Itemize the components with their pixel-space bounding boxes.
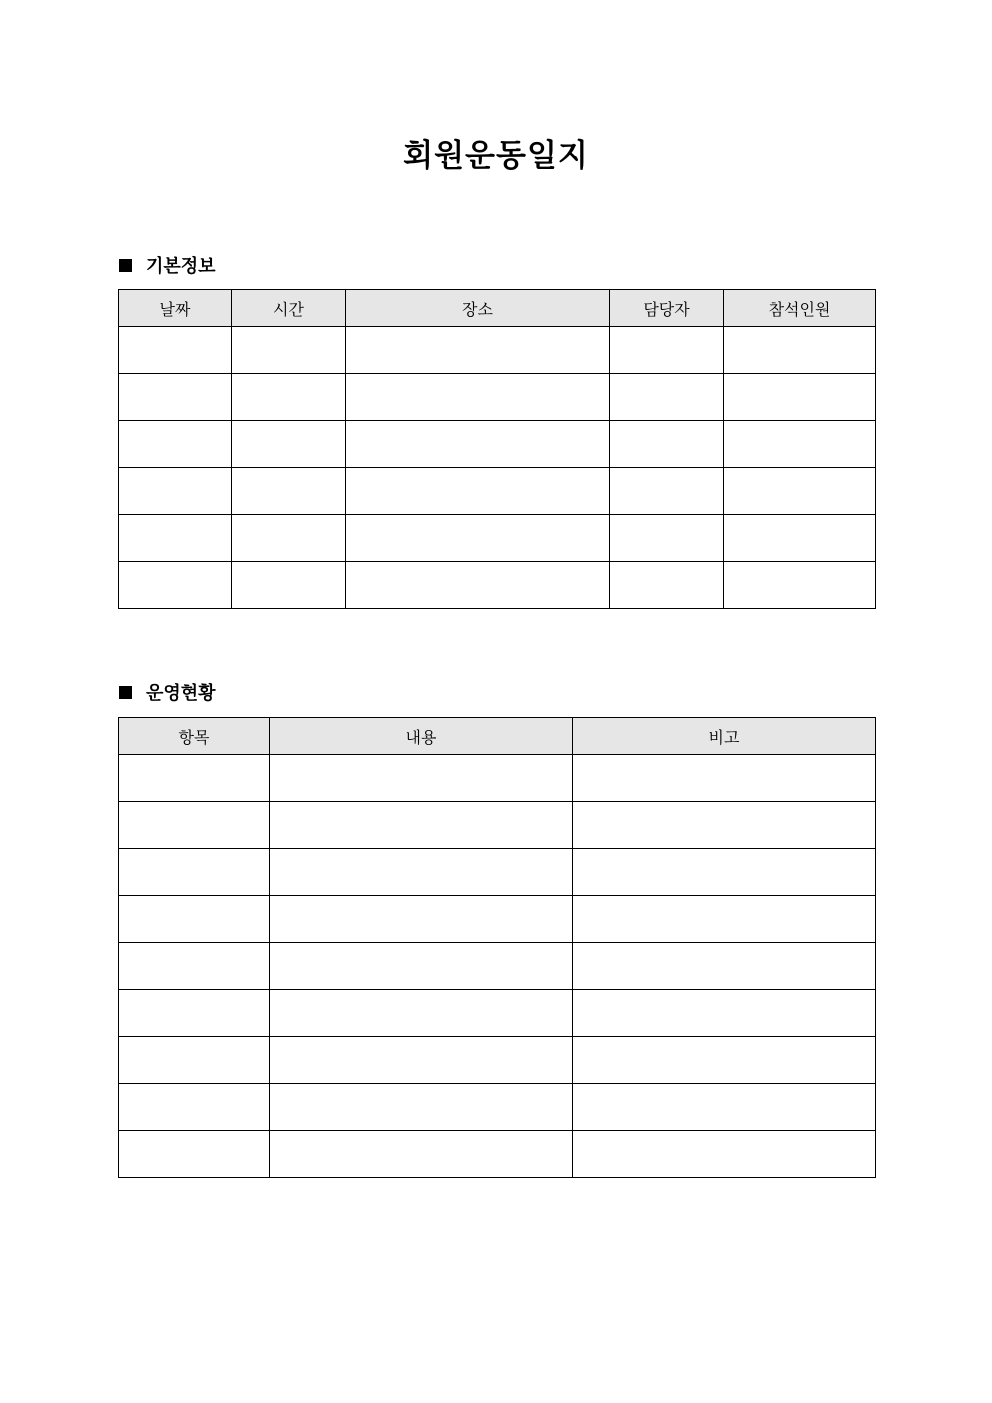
operation-status-cell[interactable] [573, 990, 876, 1037]
table-row [119, 515, 876, 562]
basic-info-cell[interactable] [346, 515, 610, 562]
operation-status-cell[interactable] [270, 1131, 573, 1178]
table-row [119, 374, 876, 421]
operation-status-cell[interactable] [119, 802, 270, 849]
operation-status-cell[interactable] [270, 1084, 573, 1131]
basic-info-cell[interactable] [119, 562, 232, 609]
operation-status-cell[interactable] [119, 1131, 270, 1178]
square-bullet-icon [119, 259, 132, 272]
basic-info-cell[interactable] [610, 562, 724, 609]
basic-info-cell[interactable] [119, 421, 232, 468]
basic-info-cell[interactable] [724, 468, 876, 515]
operation-status-heading [119, 680, 216, 704]
square-bullet-icon [119, 686, 132, 699]
operation-status-cell[interactable] [573, 1037, 876, 1084]
basic-info-cell[interactable] [346, 374, 610, 421]
operation-status-cell[interactable] [119, 1084, 270, 1131]
operation-status-cell[interactable] [119, 755, 270, 802]
basic-info-cell[interactable] [232, 515, 346, 562]
operation-status-cell[interactable] [573, 802, 876, 849]
basic-info-cell[interactable] [610, 515, 724, 562]
table-row [119, 468, 876, 515]
operation-status-cell[interactable] [573, 896, 876, 943]
operation-status-cell[interactable] [573, 755, 876, 802]
table-row [119, 562, 876, 609]
basic-info-cell[interactable] [346, 562, 610, 609]
basic-info-cell[interactable] [610, 421, 724, 468]
table-row [119, 1084, 876, 1131]
table-row [119, 896, 876, 943]
operation-status-cell[interactable] [573, 1084, 876, 1131]
column-header-time: 시간 [232, 290, 346, 327]
operation-status-cell[interactable] [119, 990, 270, 1037]
table-row [119, 421, 876, 468]
basic-info-heading [119, 253, 216, 277]
basic-info-cell[interactable] [232, 562, 346, 609]
basic-info-cell[interactable] [610, 468, 724, 515]
operation-status-cell[interactable] [270, 1037, 573, 1084]
basic-info-cell[interactable] [346, 327, 610, 374]
table-row [119, 849, 876, 896]
basic-info-heading-label: 기본정보 [146, 256, 216, 277]
basic-info-cell[interactable] [724, 327, 876, 374]
operation-status-table [118, 717, 876, 1178]
basic-info-cell[interactable] [346, 421, 610, 468]
basic-info-cell[interactable] [232, 374, 346, 421]
basic-info-cell[interactable] [119, 327, 232, 374]
table-header-row [119, 718, 876, 755]
operation-status-cell[interactable] [573, 1131, 876, 1178]
column-header-remarks: 비고 [573, 718, 876, 755]
basic-info-cell[interactable] [232, 421, 346, 468]
table-row [119, 1037, 876, 1084]
column-header-date: 날짜 [119, 290, 232, 327]
operation-status-cell[interactable] [119, 849, 270, 896]
basic-info-cell[interactable] [610, 374, 724, 421]
basic-info-cell[interactable] [724, 374, 876, 421]
basic-info-table [118, 289, 876, 609]
basic-info-cell[interactable] [119, 374, 232, 421]
basic-info-cell[interactable] [232, 468, 346, 515]
column-header-place: 장소 [346, 290, 610, 327]
table-row [119, 943, 876, 990]
table-header-row [119, 290, 876, 327]
table-row [119, 990, 876, 1037]
basic-info-cell[interactable] [724, 515, 876, 562]
basic-info-cell[interactable] [119, 468, 232, 515]
operation-status-cell[interactable] [573, 849, 876, 896]
table-row [119, 1131, 876, 1178]
table-row [119, 327, 876, 374]
column-header-content: 내용 [270, 718, 573, 755]
operation-status-cell[interactable] [270, 896, 573, 943]
basic-info-cell[interactable] [724, 421, 876, 468]
operation-status-cell[interactable] [270, 802, 573, 849]
operation-status-cell[interactable] [119, 943, 270, 990]
operation-status-cell[interactable] [119, 1037, 270, 1084]
operation-status-cell[interactable] [270, 849, 573, 896]
column-header-attendees: 참석인원 [724, 290, 876, 327]
document-title: 회원운동일지 [403, 138, 589, 174]
basic-info-cell[interactable] [119, 515, 232, 562]
operation-status-cell[interactable] [270, 990, 573, 1037]
operation-status-cell[interactable] [270, 943, 573, 990]
table-row [119, 755, 876, 802]
operation-status-cell[interactable] [270, 755, 573, 802]
basic-info-cell[interactable] [232, 327, 346, 374]
operation-status-heading-label: 운영현황 [146, 683, 216, 704]
basic-info-cell[interactable] [724, 562, 876, 609]
operation-status-cell[interactable] [119, 896, 270, 943]
column-header-manager: 담당자 [610, 290, 724, 327]
operation-status-cell[interactable] [573, 943, 876, 990]
basic-info-cell[interactable] [610, 327, 724, 374]
column-header-item: 항목 [119, 718, 270, 755]
basic-info-cell[interactable] [346, 468, 610, 515]
table-row [119, 802, 876, 849]
